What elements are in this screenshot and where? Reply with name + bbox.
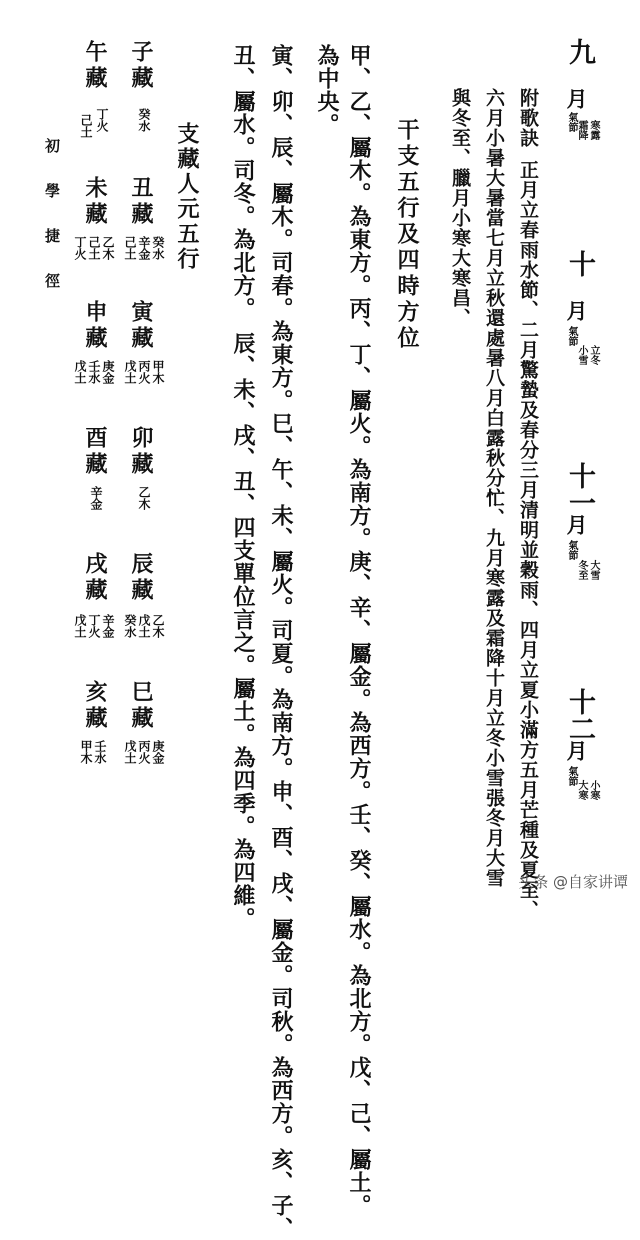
body-line-2: 為中央。 xyxy=(314,44,340,136)
branch-stem: 戊土 xyxy=(137,614,151,638)
month-12-number: 十二 xyxy=(564,688,595,742)
body-line-4: 丑、屬水。司冬。為北方。 辰、未、戌、丑、四支單位言之。屬土。為四季。為四維。 xyxy=(230,44,256,930)
branch-name: 卯藏 xyxy=(128,426,154,478)
month-11-jieqi-label: 氣節 xyxy=(566,540,577,560)
song-title: 附歌訣 xyxy=(517,88,539,148)
branch-stem: 癸水 xyxy=(137,108,151,132)
month-11-jieqi-a: 大雪 xyxy=(588,560,599,580)
body-line-1: 甲、乙、屬木。為東方。丙、丁、屬火。為南方。庚、辛、屬金。為西方。壬、癸、屬水。為北方。戊、己、屬土。 xyxy=(346,44,372,1217)
month-9-label: 月 xyxy=(564,88,589,109)
month-12-label: 月 xyxy=(564,740,589,761)
section-title: 干支五行及四時方位 xyxy=(394,118,420,352)
branch-stem: 癸水 xyxy=(123,614,137,638)
month-11-label: 月 xyxy=(564,514,589,535)
branch-stem: 己土 xyxy=(87,236,101,260)
branch-stem: 庚金 xyxy=(101,360,115,384)
month-10-jieqi-b: 小雪 xyxy=(576,345,587,365)
song-line-3: 與冬至、臘月小寒大寒昌、 xyxy=(449,88,471,328)
branch-stem: 甲木 xyxy=(151,360,165,384)
song-line-2: 六月小暑大暑當七月立秋還處暑八月白露秋分忙、九月寒露及霜降十月立冬小雪張冬月大雪 xyxy=(483,88,505,888)
branch-stem: 乙木 xyxy=(137,486,151,510)
branch-stem: 庚金 xyxy=(151,740,165,764)
branch-stem: 壬水 xyxy=(93,740,107,764)
month-12-jieqi-label: 氣節 xyxy=(566,766,577,786)
month-10-jieqi-label: 氣節 xyxy=(566,326,577,346)
branch-name: 午藏 xyxy=(82,40,108,92)
branch-stem: 癸水 xyxy=(151,236,165,260)
branch-name: 未藏 xyxy=(82,176,108,228)
month-10-jieqi-a: 立冬 xyxy=(588,345,599,365)
month-9-jieqi-a: 寒露 xyxy=(588,120,599,140)
branch-stem: 戊土 xyxy=(73,614,87,638)
branch-stem: 辛金 xyxy=(101,614,115,638)
branch-name: 申藏 xyxy=(82,300,108,352)
month-11-jieqi-b: 冬至 xyxy=(576,560,587,580)
month-9-jieqi-label: 氣節 xyxy=(566,112,577,132)
month-12-jieqi-a: 小寒 xyxy=(588,780,599,800)
branch-name: 酉藏 xyxy=(82,426,108,478)
branch-stem: 戊土 xyxy=(123,360,137,384)
branch-name: 子藏 xyxy=(128,40,154,92)
branch-name: 辰藏 xyxy=(128,552,154,604)
branch-stem: 丁火 xyxy=(95,108,109,132)
branch-stem: 己土 xyxy=(123,236,137,260)
branch-stem: 丙火 xyxy=(137,360,151,384)
branch-stem: 辛金 xyxy=(89,486,103,510)
branch-name: 巳藏 xyxy=(128,680,154,732)
month-11-number: 十一 xyxy=(564,462,595,516)
branch-stem: 戊土 xyxy=(73,360,87,384)
branch-stem: 乙木 xyxy=(101,236,115,260)
branch-name: 寅藏 xyxy=(128,300,154,352)
branch-name: 戌藏 xyxy=(82,552,108,604)
margin-title: 初學捷徑 xyxy=(43,138,61,318)
month-10-label: 月 xyxy=(564,300,589,321)
month-10-number: 十 xyxy=(564,250,595,277)
branch-stem: 壬水 xyxy=(87,360,101,384)
branch-stem: 丁火 xyxy=(87,614,101,638)
branch-name: 丑藏 xyxy=(128,176,154,228)
branch-stem: 戊土 xyxy=(123,740,137,764)
table-title: 支藏人元五行 xyxy=(174,122,200,272)
branch-stem: 辛金 xyxy=(137,236,151,260)
month-12-jieqi-b: 大寒 xyxy=(576,780,587,800)
month-9-jieqi-b: 霜降 xyxy=(576,120,587,140)
branch-name: 亥藏 xyxy=(82,680,108,732)
body-line-3: 寅、卯、辰、屬木。司春。為東方。巳、午、未、屬火。司夏。為南方。申、酉、戌、屬金。司秋。為西方。亥、子、 xyxy=(268,44,294,1240)
branch-stem: 丙火 xyxy=(137,740,151,764)
song-line-1: 正月立春雨水節、二月驚蟄及春分三月清明並穀雨、四月立夏小滿方五月芒種及夏至、 xyxy=(517,160,539,920)
month-9-number: 九 xyxy=(564,38,595,65)
branch-stem: 丁火 xyxy=(73,236,87,260)
branch-stem: 甲木 xyxy=(79,740,93,764)
watermark: 头条 @自家讲谭 xyxy=(518,873,628,891)
branch-stem: 乙木 xyxy=(151,614,165,638)
branch-stem: 己土 xyxy=(79,114,93,138)
